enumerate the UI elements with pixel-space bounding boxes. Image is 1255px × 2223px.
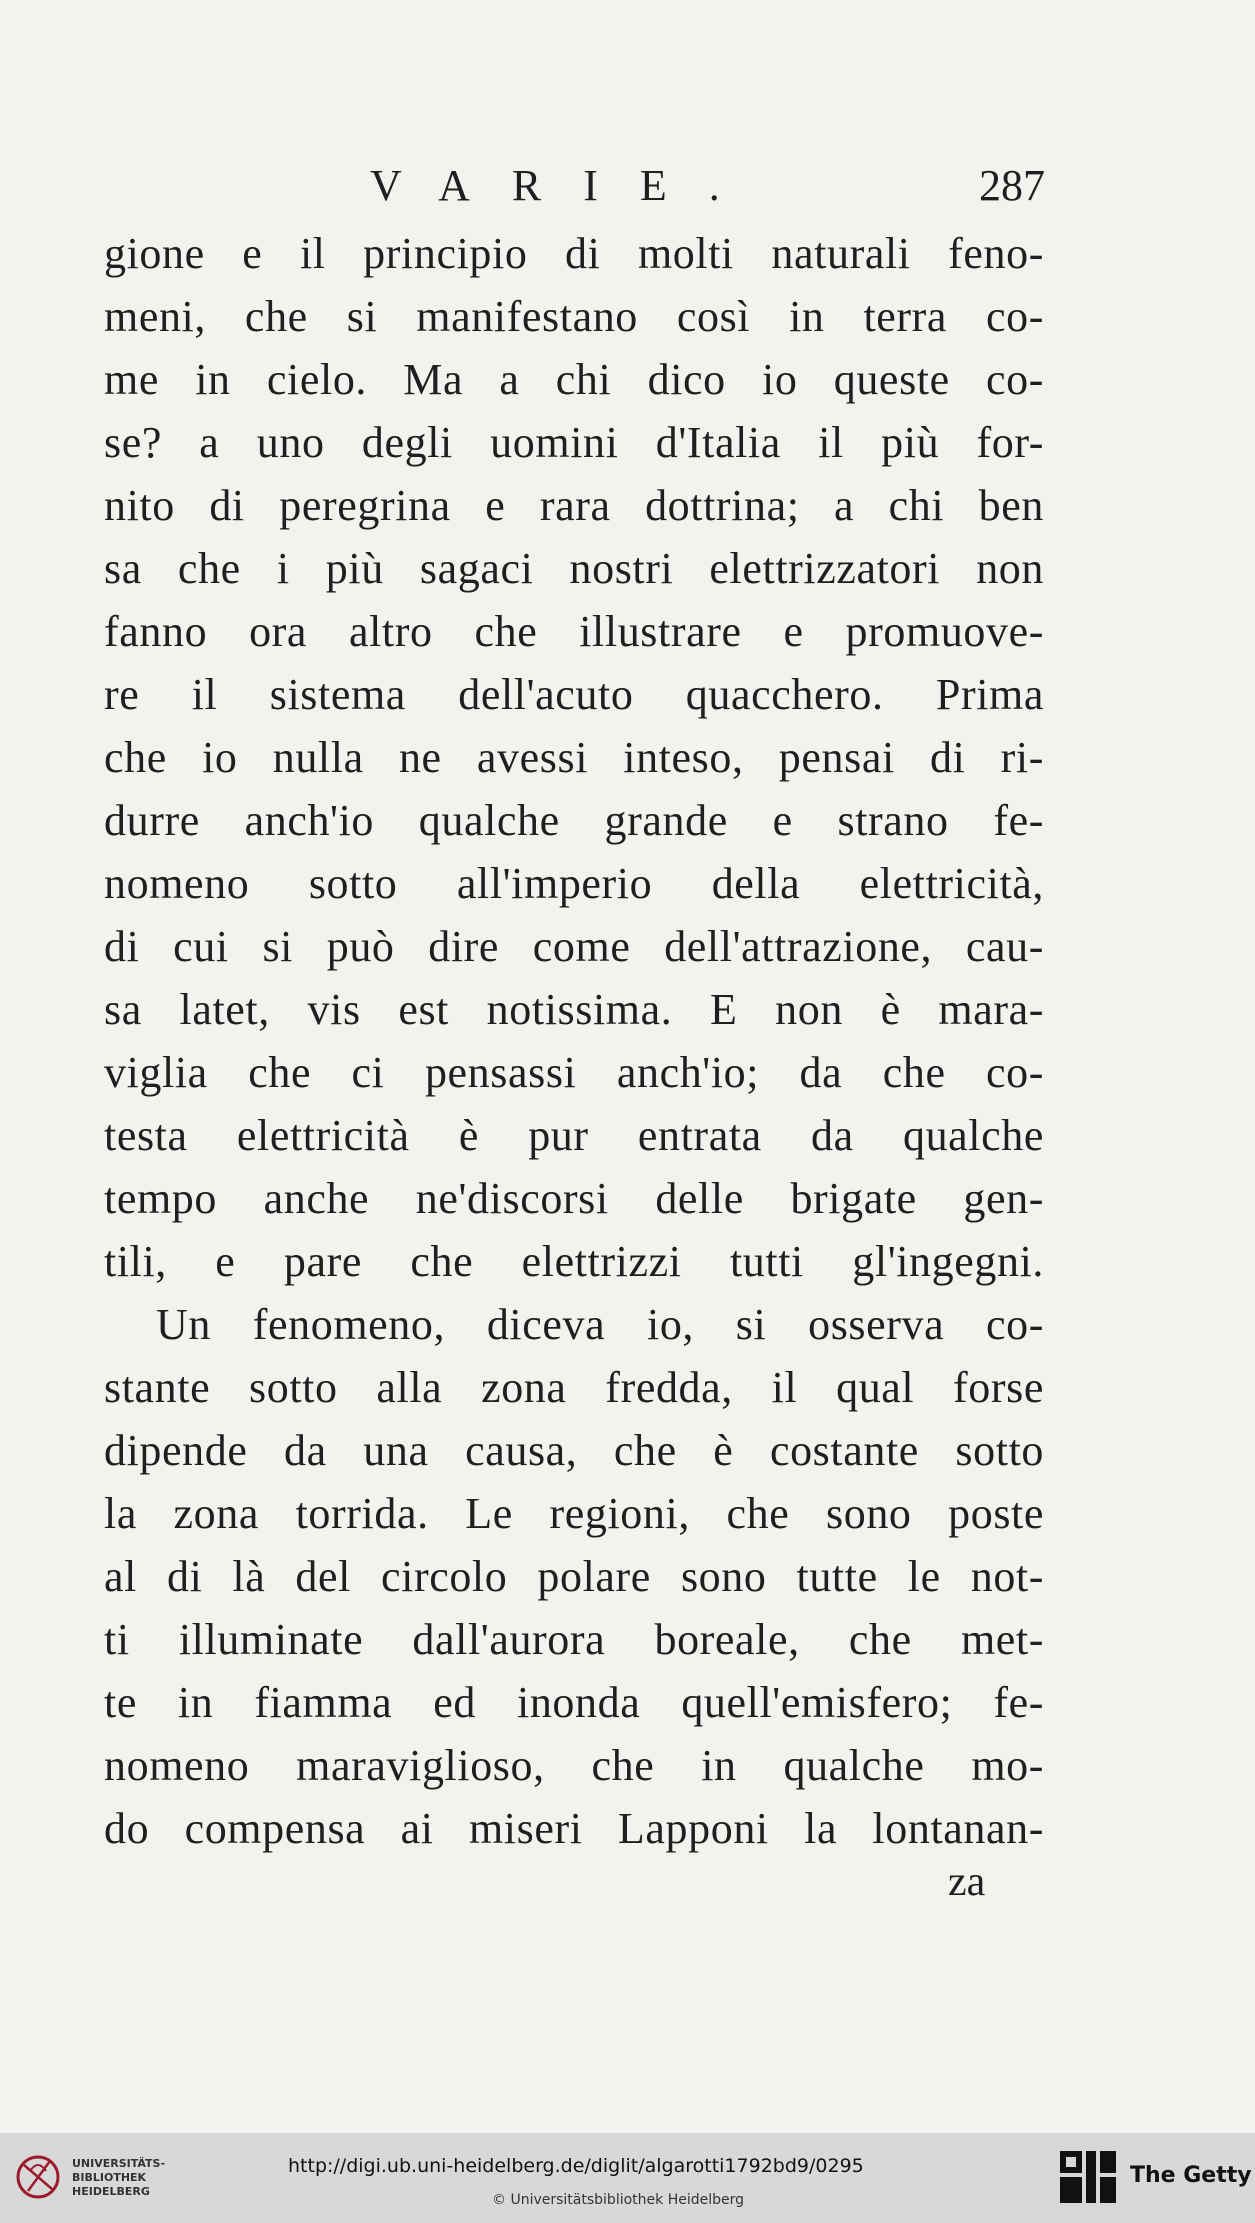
- text-line: gione e il principio di molti naturali feno-: [104, 229, 1044, 278]
- text-line: tili, e pare che elettrizzi tutti gl'ingegni.: [104, 1237, 1044, 1286]
- text-line: nomeno sotto all'imperio della elettricità,: [104, 859, 1044, 908]
- text-line: Un fenomeno, diceva io, si osserva co-: [156, 1300, 1044, 1349]
- text-line: meni, che si manifestano così in terra co-: [104, 292, 1044, 341]
- text-line: nomeno maraviglioso, che in qualche mo-: [104, 1741, 1044, 1790]
- permalink-url[interactable]: http://digi.ub.uni-heidelberg.de/diglit/algarotti1792bd9/0295: [288, 2155, 864, 2177]
- catchword: za: [948, 1859, 986, 1905]
- text-line: se? a uno degli uomini d'Italia il più for-: [104, 418, 1044, 467]
- text-line: ti illuminate dall'aurora boreale, che met-: [104, 1615, 1044, 1664]
- text-line: durre anch'io qualche grande e strano fe-: [104, 796, 1044, 845]
- text-line: al di là del circolo polare sono tutte le not-: [104, 1552, 1044, 1601]
- copyright-notice: © Universitätsbibliothek Heidelberg: [492, 2192, 745, 2208]
- university-library-logo[interactable]: [14, 2143, 164, 2213]
- text-line: tempo anche ne'discorsi delle brigate gen-: [104, 1174, 1044, 1223]
- text-line: nito di peregrina e rara dottrina; a chi ben: [104, 481, 1044, 530]
- body-text: [104, 222, 1044, 1860]
- text-line: te in fiamma ed inonda quell'emisfero; fe-: [104, 1678, 1044, 1727]
- text-line: viglia che ci pensassi anch'io; da che co-: [104, 1048, 1044, 1097]
- page-number: 287: [979, 161, 1045, 210]
- text-line: sa latet, vis est notissima. E non è mara-: [104, 985, 1044, 1034]
- viewer-footer: [0, 2133, 1255, 2223]
- text-line: stante sotto alla zona fredda, il qual forse: [104, 1363, 1044, 1412]
- text-line: di cui si può dire come dell'attrazione, cau-: [104, 922, 1044, 971]
- text-line: testa elettricità è pur entrata da qualche: [104, 1111, 1044, 1160]
- text-line: re il sistema dell'acuto quacchero. Prima: [104, 670, 1044, 719]
- getty-name: The Getty: [1130, 2163, 1252, 2188]
- text-line: me in cielo. Ma a chi dico io queste co-: [104, 355, 1044, 404]
- university-seal-icon: [14, 2143, 60, 2209]
- university-library-name: UNIVERSITÄTS- BIBLIOTHEK HEIDELBERG: [72, 2157, 166, 2198]
- getty-logo-icon[interactable]: [1056, 2147, 1120, 2207]
- running-title: VARIE.: [370, 161, 762, 210]
- text-line: sa che i più sagaci nostri elettrizzatori non: [104, 544, 1044, 593]
- page-header: [370, 160, 1045, 220]
- text-line: fanno ora altro che illustrare e promuove-: [104, 607, 1044, 656]
- text-line: do compensa ai miseri Lapponi la lontanan-: [104, 1804, 1044, 1853]
- text-line: dipende da una causa, che è costante sotto: [104, 1426, 1044, 1475]
- text-line: che io nulla ne avessi inteso, pensai di ri-: [104, 733, 1044, 782]
- text-line: la zona torrida. Le regioni, che sono poste: [104, 1489, 1044, 1538]
